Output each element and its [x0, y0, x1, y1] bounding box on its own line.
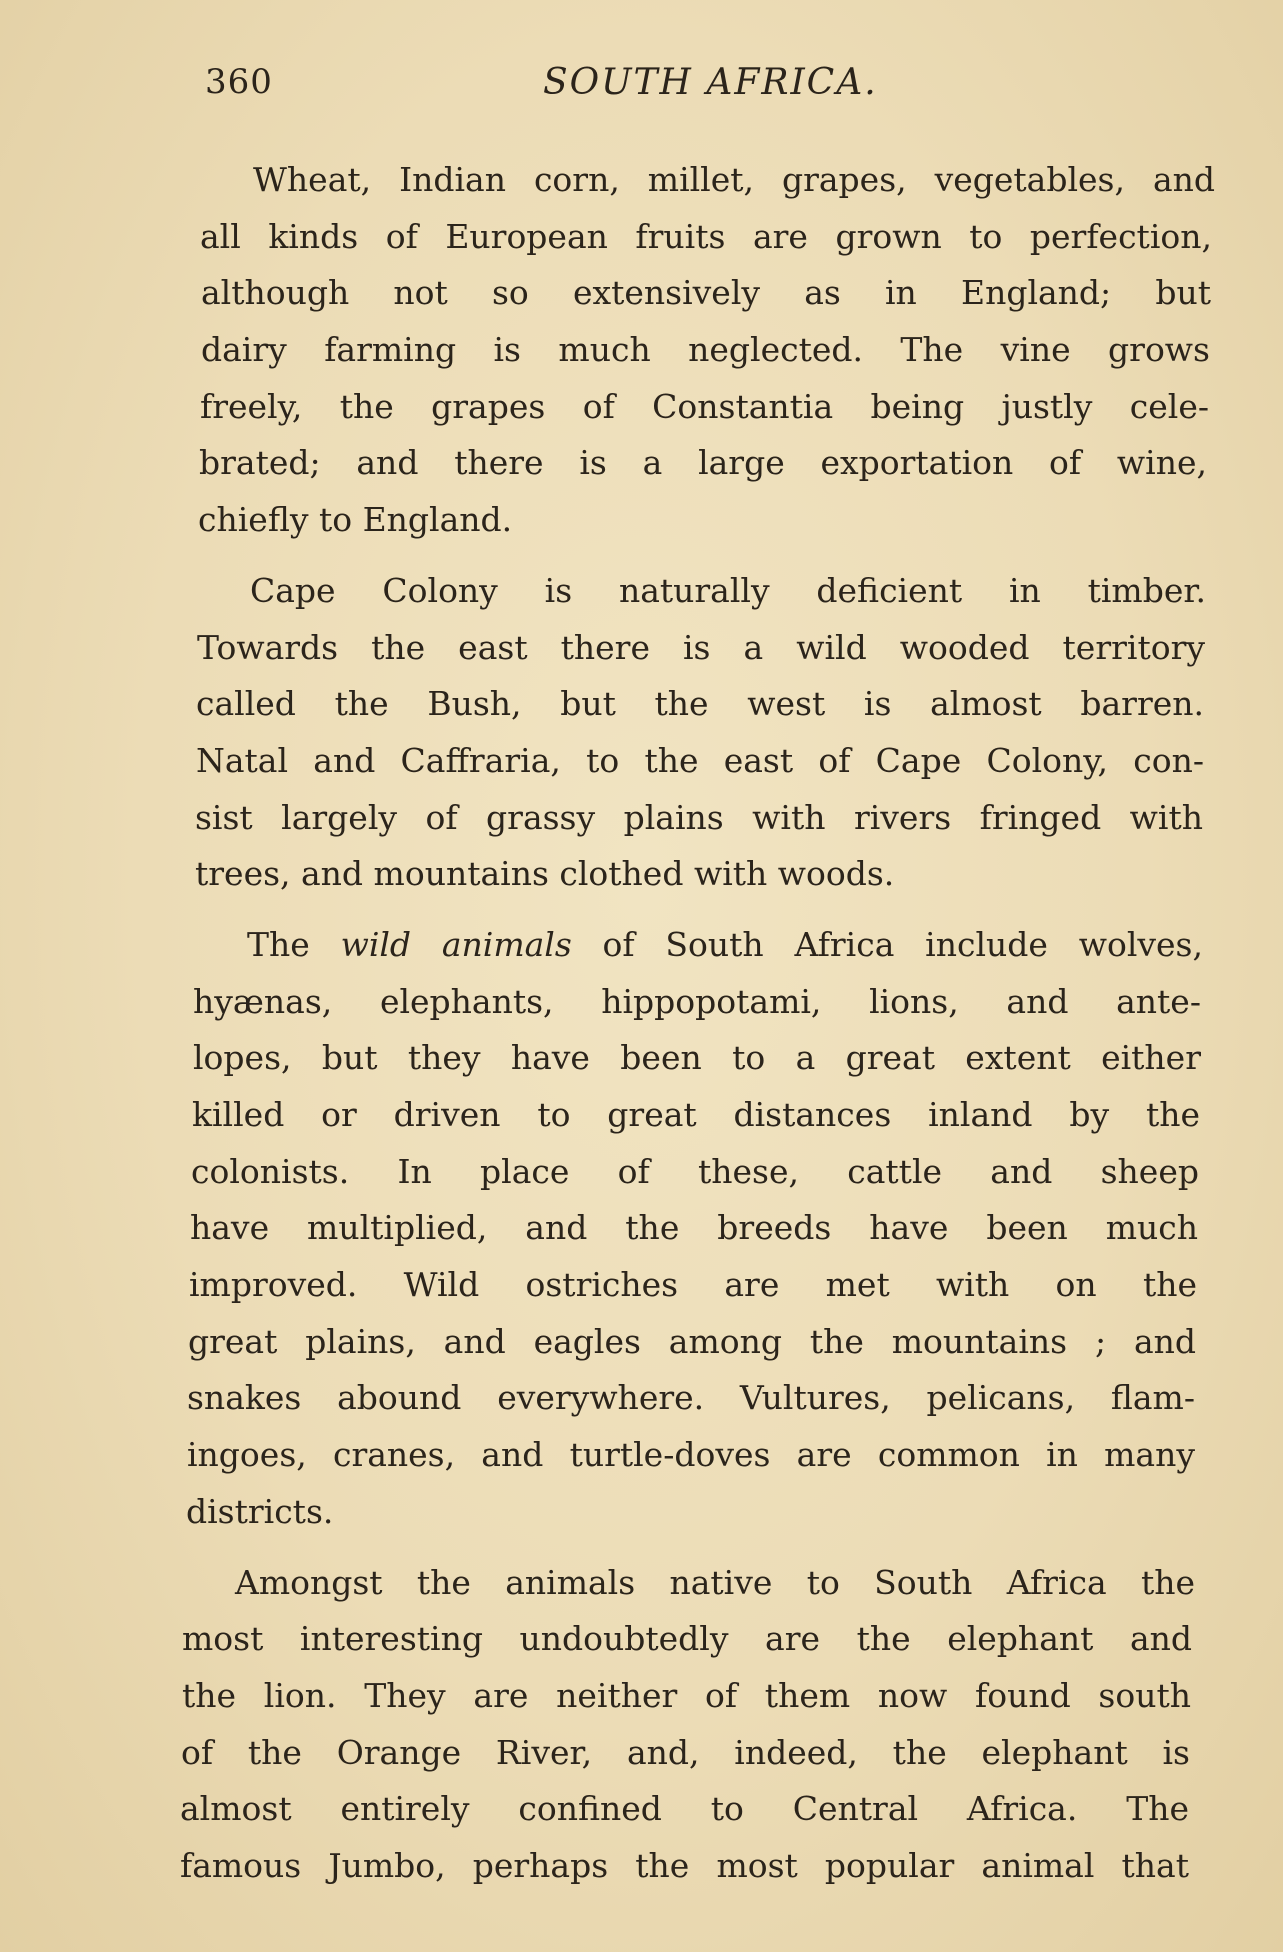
page-header — [205, 62, 1205, 112]
text-line: dairy farming is much neglected. The vine grows — [201, 330, 1210, 370]
text-line: improved. Wild ostriches are met with on the — [189, 1265, 1197, 1305]
running-title: SOUTH AFRICA. — [543, 62, 878, 103]
paragraph-1 — [0, 152, 1283, 549]
text-line: Amongst the animals native to South Africa the — [235, 1562, 1195, 1602]
text-line: sist largely of grassy plains with rivers fringed with — [195, 797, 1203, 837]
text-line: chiefly to England. — [198, 500, 513, 540]
paragraph-4 — [0, 1555, 1283, 1895]
paragraph-2 — [0, 563, 1283, 903]
line-text: The — [247, 924, 341, 964]
text-line: snakes abound everywhere. Vultures, pelicans, flam- — [187, 1378, 1195, 1418]
text-line: the lion. They are neither of them now found south — [182, 1675, 1191, 1715]
text-line: ingoes, cranes, and turtle-doves are common in many — [187, 1435, 1195, 1475]
text-line: have multiplied, and the breeds have been much — [190, 1208, 1198, 1248]
text-line: districts. — [186, 1491, 334, 1531]
text-line: great plains, and eagles among the mountains ; and — [188, 1321, 1196, 1361]
text-line: killed or driven to great distances inland by the — [192, 1095, 1200, 1134]
text-line: Cape Colony is naturally deficient in timber. — [250, 570, 1206, 610]
text-line: called the Bush, but the west is almost barren. — [196, 684, 1204, 724]
line-text: of South Africa include wolves, — [571, 924, 1203, 964]
text-line — [0, 917, 1203, 974]
text-line: colonists. In place of these, cattle and sheep — [191, 1151, 1199, 1191]
text-line: famous Jumbo, perhaps the most popular animal that — [180, 1845, 1189, 1885]
text-line: brated; and there is a large exportation of wine, — [199, 443, 1207, 483]
italic-term: wild animals — [340, 924, 572, 964]
paragraph-3 — [0, 917, 1283, 1541]
text-line: although not so extensively as in England; but — [201, 273, 1211, 313]
text-line: Natal and Caffraria, to the east of Cape Colony, con- — [196, 740, 1204, 780]
body-text — [0, 152, 1283, 1909]
text-line: freely, the grapes of Constantia being justly cele- — [200, 386, 1209, 426]
text-line: most interesting undoubtedly are the elephant and — [182, 1619, 1192, 1659]
text-line: almost entirely confined to Central Africa. The — [180, 1789, 1189, 1829]
text-line: hyænas, elephants, hippopotami, lions, and ante- — [193, 981, 1201, 1021]
page-number: 360 — [205, 62, 273, 102]
text-line: all kinds of European fruits are grown to perfection, — [200, 216, 1212, 256]
text-line: Wheat, Indian corn, millet, grapes, vegetables, and — [253, 160, 1215, 199]
text-line: trees, and mountains clothed with woods. — [195, 854, 895, 894]
text-line: lopes, but they have been to a great extent either — [193, 1038, 1201, 1078]
text-line: of the Orange River, and, indeed, the elephant is — [181, 1732, 1190, 1772]
text-line: Towards the east there is a wild wooded territory — [197, 627, 1205, 667]
